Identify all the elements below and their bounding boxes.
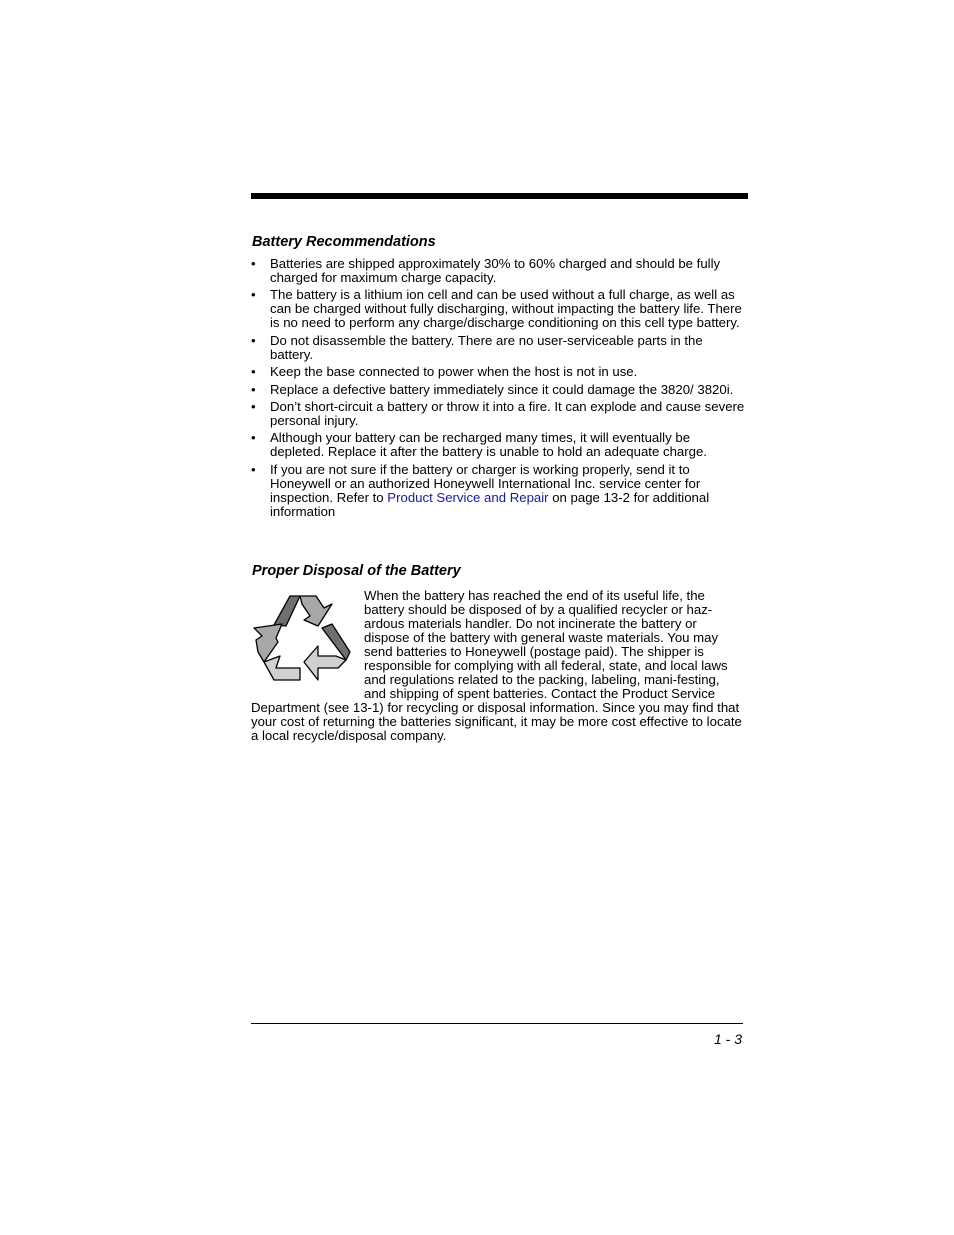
list-item: • Replace a defective battery immediately since it could damage the 3820/ 3820i. xyxy=(251,381,734,397)
product-service-repair-link[interactable]: Product Service and Repair xyxy=(387,489,549,505)
list-item: • Keep the base connected to power when the host is not in use. xyxy=(251,364,638,380)
page-number: 1 - 3 xyxy=(713,1031,742,1047)
list-item: • The battery is a lithium ion cell and can be used without a full charge, as well as can be charged without fully discharging, without impacting the battery life. There is no need to perform any charge/discharge conditioning on this cell type battery. xyxy=(251,287,742,331)
proper-disposal-heading: Proper Disposal of the Battery xyxy=(252,563,461,579)
list-item: • If you are not sure if the battery or charger is working properly, send it to Honeywell or an authorized Honeywell International Inc. service center for inspection. Refer to Product Service and Repair on page 13-2 for additional information xyxy=(251,461,710,519)
list-item: • Although your battery can be recharged many times, it will eventually be depleted. Replace it after the battery is unable to hold an adequate charge. xyxy=(251,430,707,460)
recycle-icon xyxy=(252,590,354,690)
battery-recommendations-heading: Battery Recommendations xyxy=(252,234,436,250)
list-item: • Batteries are shipped approximately 30% to 60% charged and should be fully charged for maximum charge capacity. xyxy=(251,256,721,285)
battery-recommendations-list xyxy=(251,257,746,522)
disposal-paragraph: When the battery has reached the end of its useful life, the battery should be disposed of by a qualified recycler or haz-ardous materials handler. Do not incinerate the battery or dispose of the battery with general waste materials. You may send batteries to Honeywell (postage paid). The shipper is responsible for complying with all federal, state, and local laws and regulations related to the packing, labeling, mani-festing, and shipping of spent batteries. Contact the Product Service Department (see 13-1) for recycling or disposal information. Since you may find that your cost of returning the batteries significant, it may be more cost effective to locate a local recycle/disposal company. xyxy=(251,588,742,743)
header-rule xyxy=(251,193,748,199)
footer-rule xyxy=(251,1023,743,1024)
list-item: • Do not disassemble the battery. There are no user-serviceable parts in the battery. xyxy=(251,332,703,362)
list-item: • Don’t short-circuit a battery or throw it into a fire. It can explode and cause severe personal injury. xyxy=(251,398,745,428)
